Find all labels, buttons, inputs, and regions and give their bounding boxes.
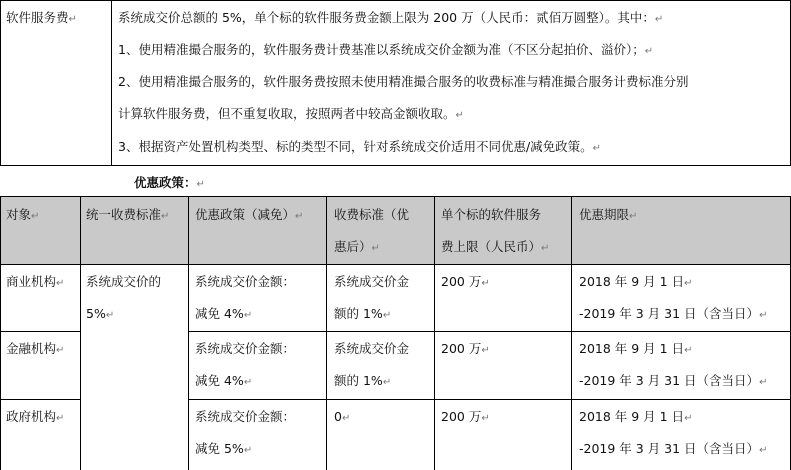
row-1-period-line-2: -2019 年 3 月 31 日（含当日）↵ <box>579 306 768 321</box>
fee-line-5: 3、根据资产处置机构类型、标的类型不同，针对系统成交价适用不同优惠/减免政策。↵ <box>118 139 602 154</box>
header-object: 对象↵ <box>6 207 40 222</box>
fee-line-1: 系统成交价总额的 5%，单个标的软件服务费金额上限为 200 万（人民币：贰佰万圆整）。其中：↵ <box>118 10 664 25</box>
fee-label: 软件服务费↵ <box>6 10 77 25</box>
header-policy: 优惠政策（减免）↵ <box>195 207 304 222</box>
fee-line-3: 2、使用精准撮合服务的，软件服务费按照未使用精准撮合服务的收费标准与精准撮合服务计费标准分别 <box>118 74 689 89</box>
fee-line-2: 1、使用精准撮合服务的，软件服务费计费基准以系统成交价金额为准（不区分起拍价、溢价）；↵ <box>118 42 654 57</box>
row-1-period-line-1: 2018 年 9 月 1 日↵ <box>579 274 693 289</box>
row-1-cap: 200 万↵ <box>441 274 490 289</box>
fee-line-4: 计算软件服务费，但不重复收取，按照两者中较高金额收取。↵ <box>118 106 464 121</box>
fee-table <box>0 0 791 167</box>
header-fee-after-line-1: 收费标准（优 <box>334 207 410 222</box>
row-1-object: 商业机构↵ <box>6 274 65 289</box>
row-3-policy-line-1: 系统成交价金额： <box>195 409 296 424</box>
header-fee-after-line-2: 惠后）↵ <box>334 239 380 254</box>
row-2-period-line-1: 2018 年 9 月 1 日↵ <box>579 341 693 356</box>
row-1-fee-after-line-2: 额的 1%↵ <box>334 306 392 321</box>
shared-standard-line-1: 系统成交价的 <box>86 274 162 289</box>
row-3-fee-after: 0↵ <box>334 409 351 424</box>
row-3-cap: 200 万↵ <box>441 409 490 424</box>
row-2-fee-after-line-2: 额的 1%↵ <box>334 373 392 388</box>
header-standard: 统一收费标准↵ <box>86 207 170 222</box>
header-period: 优惠期限↵ <box>579 207 638 222</box>
row-2-policy-line-1: 系统成交价金额： <box>195 341 296 356</box>
row-1-policy-line-1: 系统成交价金额： <box>195 274 296 289</box>
row-2-policy-line-2: 减免 4%↵ <box>195 373 253 388</box>
row-2-fee-after-line-1: 系统成交价金 <box>334 341 410 356</box>
row-1-policy-line-2: 减免 4%↵ <box>195 306 253 321</box>
header-cap-line-1: 单个标的软件服务 <box>441 207 542 222</box>
row-2-cap: 200 万↵ <box>441 341 490 356</box>
row-3-period-line-1: 2018 年 9 月 1 日↵ <box>579 409 693 424</box>
row-2-object: 金融机构↵ <box>6 341 65 356</box>
row-3-object: 政府机构↵ <box>6 409 65 424</box>
policy-title: 优惠政策：↵ <box>134 175 205 190</box>
row-3-period-line-2: -2019 年 3 月 31 日（含当日）↵ <box>579 441 768 456</box>
row-2-period-line-2: -2019 年 3 月 31 日（含当日）↵ <box>579 373 768 388</box>
shared-standard-line-2: 5%↵ <box>86 306 115 321</box>
row-3-policy-line-2: 减免 5%↵ <box>195 441 253 456</box>
policy-table <box>0 196 791 470</box>
header-cap-line-2: 费上限（人民币）↵ <box>441 239 550 254</box>
row-1-fee-after-line-1: 系统成交价金 <box>334 274 410 289</box>
